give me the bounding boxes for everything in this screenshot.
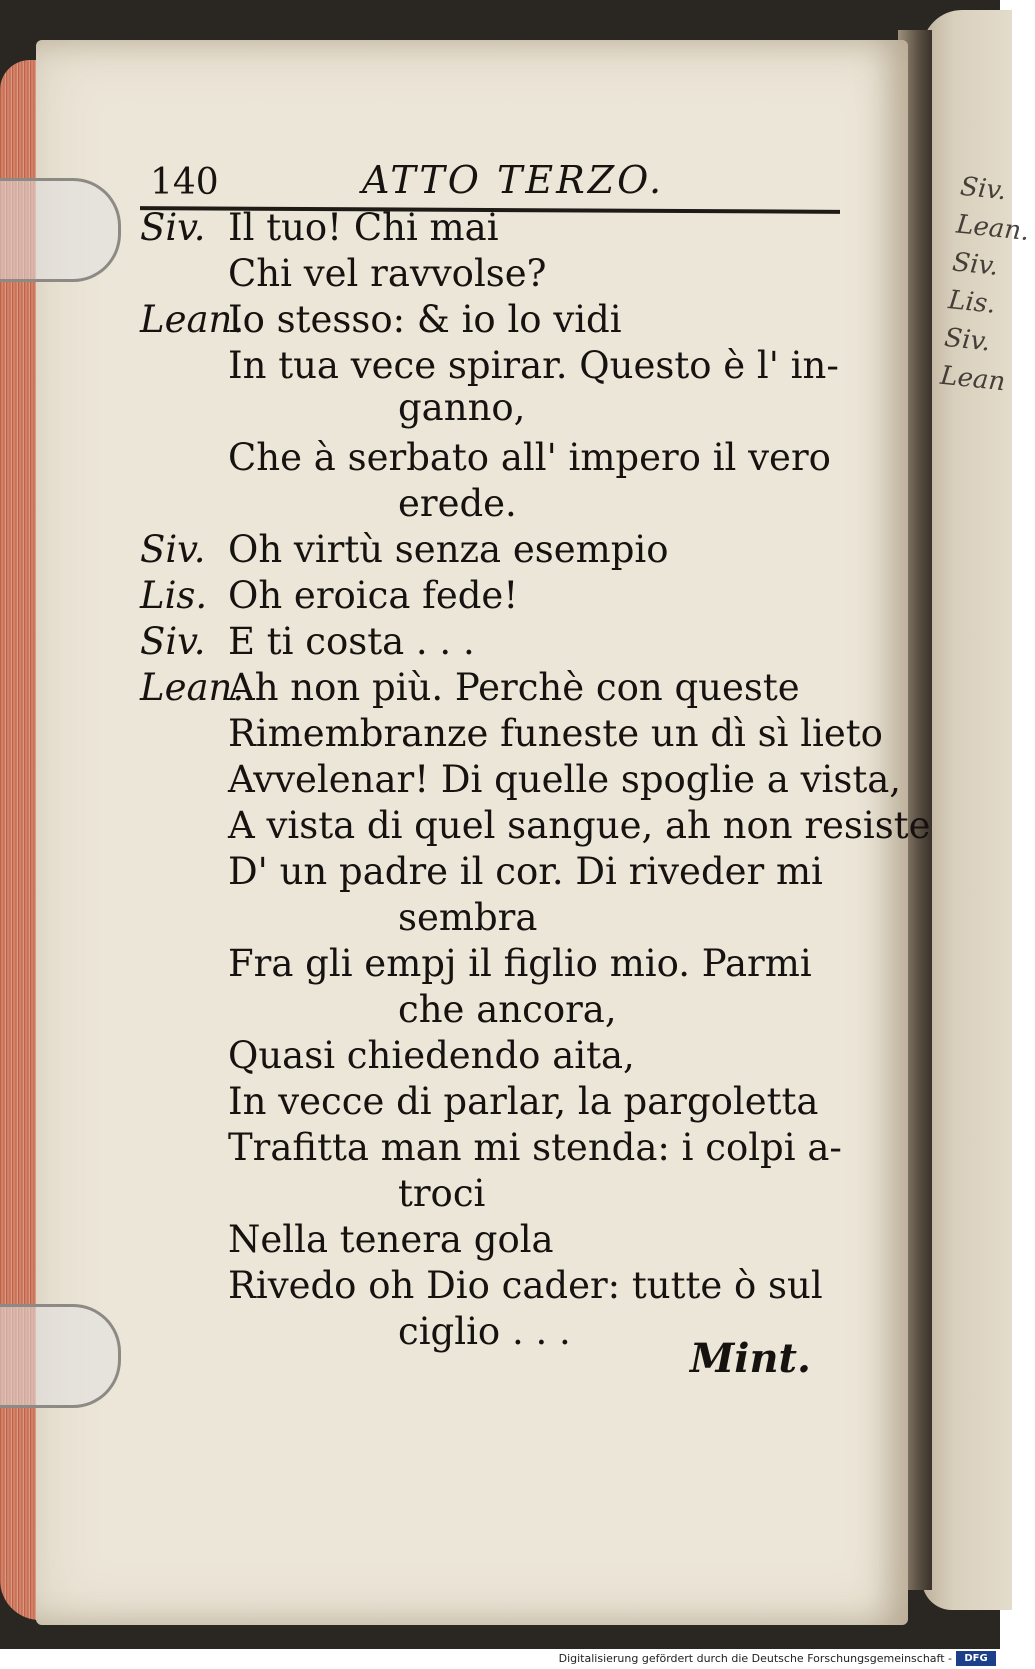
page-clip-bottom (0, 1304, 121, 1408)
verse-text: Che à serbato all' impero il vero (228, 436, 831, 479)
verse-text: In vecce di parlar, la pargoletta (228, 1080, 819, 1123)
verse-text: Quasi chiedendo aita, (228, 1034, 635, 1077)
facing-fragment: Lean (938, 360, 1007, 398)
facing-fragment: Siv. (950, 247, 1000, 282)
verse-text: E ti costa . . . (228, 620, 475, 663)
verse-continuation: erede. (398, 482, 517, 525)
page-number: 140 (150, 162, 219, 203)
funding-credit: Digitalisierung gefördert durch die Deutsche Forschungsgemeinschaft - (558, 1652, 952, 1665)
verse-text: Ah non più. Perchè con queste (228, 666, 800, 709)
speaker-name: Siv. (140, 620, 206, 663)
verse-text: Avvelenar! Di quelle spoglie a vista, (228, 758, 902, 801)
verse-text: Il tuo! Chi mai (228, 206, 499, 249)
verse-text: A vista di quel sangue, ah non resiste (228, 804, 931, 847)
facing-fragment: Siv. (958, 171, 1008, 207)
verse-text: Rimembranze funeste un dì sì lieto (228, 712, 883, 755)
speaker-name: Siv. (140, 206, 206, 249)
verse-text: Oh eroica fede! (228, 574, 519, 617)
footer-bar (0, 1649, 1000, 1669)
facing-fragment: Lis. (946, 285, 997, 320)
dfg-logo: DFG (956, 1651, 996, 1666)
speaker-name: Lean. (140, 298, 245, 341)
verse-continuation: che ancora, (398, 988, 617, 1031)
verse-text: In tua vece spirar. Questo è l' in- (228, 344, 839, 387)
verse-continuation: ganno, (398, 386, 526, 429)
speaker-name: Siv. (140, 528, 206, 571)
facing-fragment: Siv. (942, 322, 992, 358)
verse-text: Trafitta man mi stenda: i colpi a- (228, 1126, 842, 1169)
verse-continuation: ciglio . . . (398, 1310, 571, 1353)
verse-continuation: troci (398, 1172, 486, 1215)
speaker-name: Lis. (140, 574, 208, 617)
verse-text: D' un padre il cor. Di riveder mi (228, 850, 823, 893)
facing-fragment: Lean. (954, 209, 1031, 248)
verse-text: Oh virtù senza esempio (228, 528, 669, 571)
verse-text: Chi vel ravvolse? (228, 252, 547, 295)
verse-text: Rivedo oh Dio cader: tutte ò sul (228, 1264, 823, 1307)
verse-text: Nella tenera gola (228, 1218, 554, 1261)
page-clip-top (0, 178, 121, 282)
verse-text: Fra gli empj il figlio mio. Parmi (228, 942, 812, 985)
catchword: Mint. (690, 1335, 811, 1382)
speaker-name: Lean. (140, 666, 245, 709)
act-title: ATTO TERZO. (362, 158, 665, 202)
verse-continuation: sembra (398, 896, 538, 939)
verse-text: Io stesso: & io lo vidi (228, 298, 622, 341)
